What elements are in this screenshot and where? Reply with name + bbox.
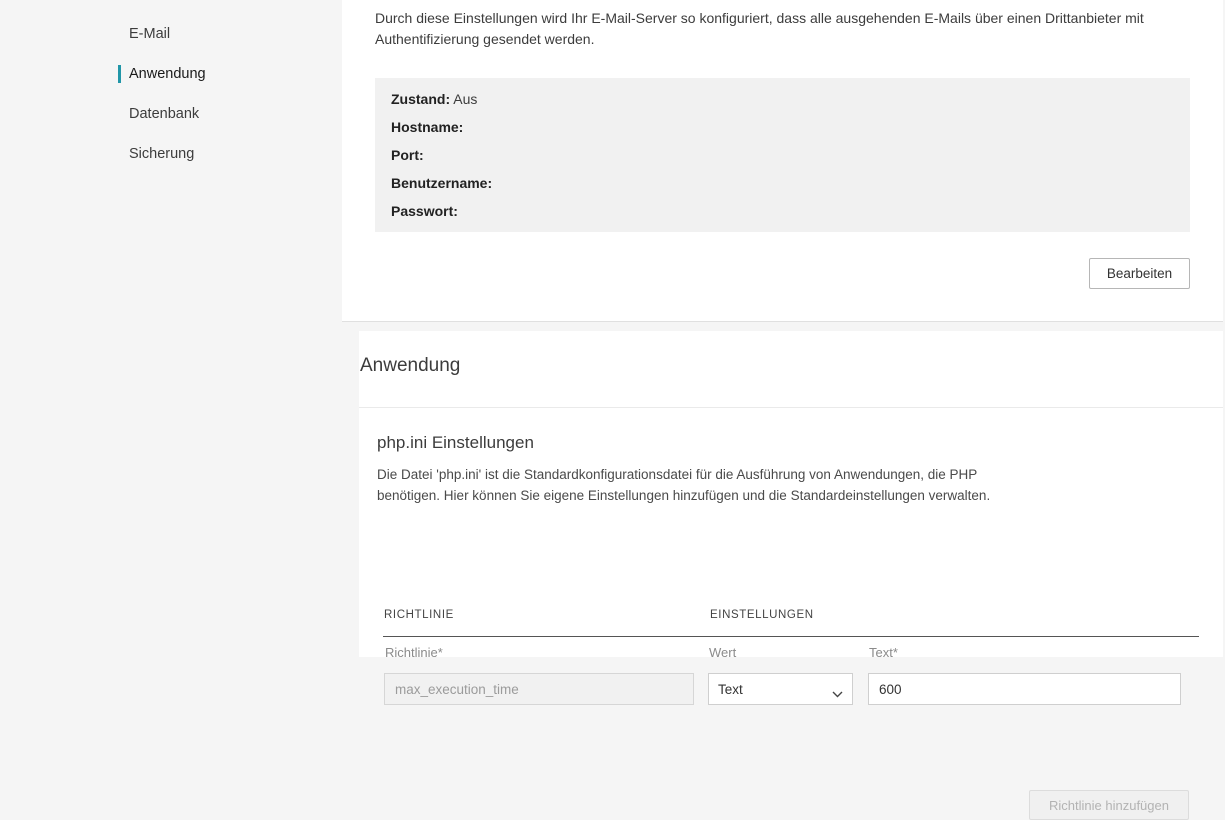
- sidebar-item-label: Sicherung: [129, 146, 195, 162]
- php-ini-panel: [359, 407, 1223, 813]
- add-policy-button[interactable]: Richtlinie hinzufügen: [1029, 790, 1189, 820]
- edit-button[interactable]: Bearbeiten: [1089, 258, 1190, 289]
- type-select-label: Wert: [709, 645, 737, 660]
- mail-settings-info-box: [375, 78, 1190, 232]
- sidebar: [0, 0, 342, 657]
- panel-title: php.ini Einstellungen: [377, 433, 534, 452]
- sidebar-item-sicherung[interactable]: [0, 134, 342, 174]
- table-row: [383, 637, 1199, 727]
- type-select-wrapper: [708, 673, 853, 705]
- value-field-label: Text*: [869, 645, 898, 660]
- policy-table: [383, 609, 1199, 727]
- mail-settings-card: [342, 0, 1223, 322]
- column-header-settings: EINSTELLUNGEN: [710, 609, 814, 621]
- table-header-row: [383, 609, 1199, 637]
- info-value: Aus: [453, 91, 478, 107]
- sidebar-item-label: Anwendung: [129, 66, 206, 82]
- anwendung-card: [359, 331, 1223, 813]
- info-row: [391, 175, 492, 191]
- info-row: [391, 147, 424, 163]
- info-label: Port:: [391, 147, 424, 163]
- sidebar-item-datenbank[interactable]: [0, 94, 342, 134]
- info-label: Hostname:: [391, 119, 464, 135]
- type-select[interactable]: [708, 673, 853, 705]
- sidebar-item-anwendung[interactable]: [0, 54, 342, 94]
- policy-field-label: Richtlinie*: [385, 645, 443, 660]
- value-input[interactable]: [868, 673, 1181, 705]
- sidebar-nav: [0, 14, 342, 174]
- sidebar-item-label: E-Mail: [129, 26, 171, 42]
- info-label: Benutzername:: [391, 175, 493, 191]
- column-header-policy: RICHTLINIE: [384, 609, 454, 621]
- sidebar-item-email[interactable]: [0, 14, 342, 54]
- info-label: Zustand:: [391, 91, 451, 107]
- policy-input[interactable]: [384, 673, 694, 705]
- info-row: [391, 91, 477, 107]
- page-title: Anwendung: [360, 355, 461, 376]
- info-label: Passwort:: [391, 203, 458, 219]
- main-content: [342, 0, 1225, 813]
- mail-settings-description: Durch diese Einstellungen wird Ihr E-Mail-Server so konfiguriert, dass alle ausgehenden E-Mails über einen Drittanbieter mit Authentifizierung gesendet werden.: [375, 10, 1144, 47]
- info-row: [391, 203, 458, 219]
- panel-description: Die Datei 'php.ini' ist die Standardkonfigurationsdatei für die Ausführung von Anwendungen, die PHP benötigen. Hier können Sie eigene Einstellungen hinzufügen und die Standardeinstellungen verwalten.: [377, 467, 991, 503]
- sidebar-item-label: Datenbank: [129, 106, 200, 122]
- info-row: [391, 119, 463, 135]
